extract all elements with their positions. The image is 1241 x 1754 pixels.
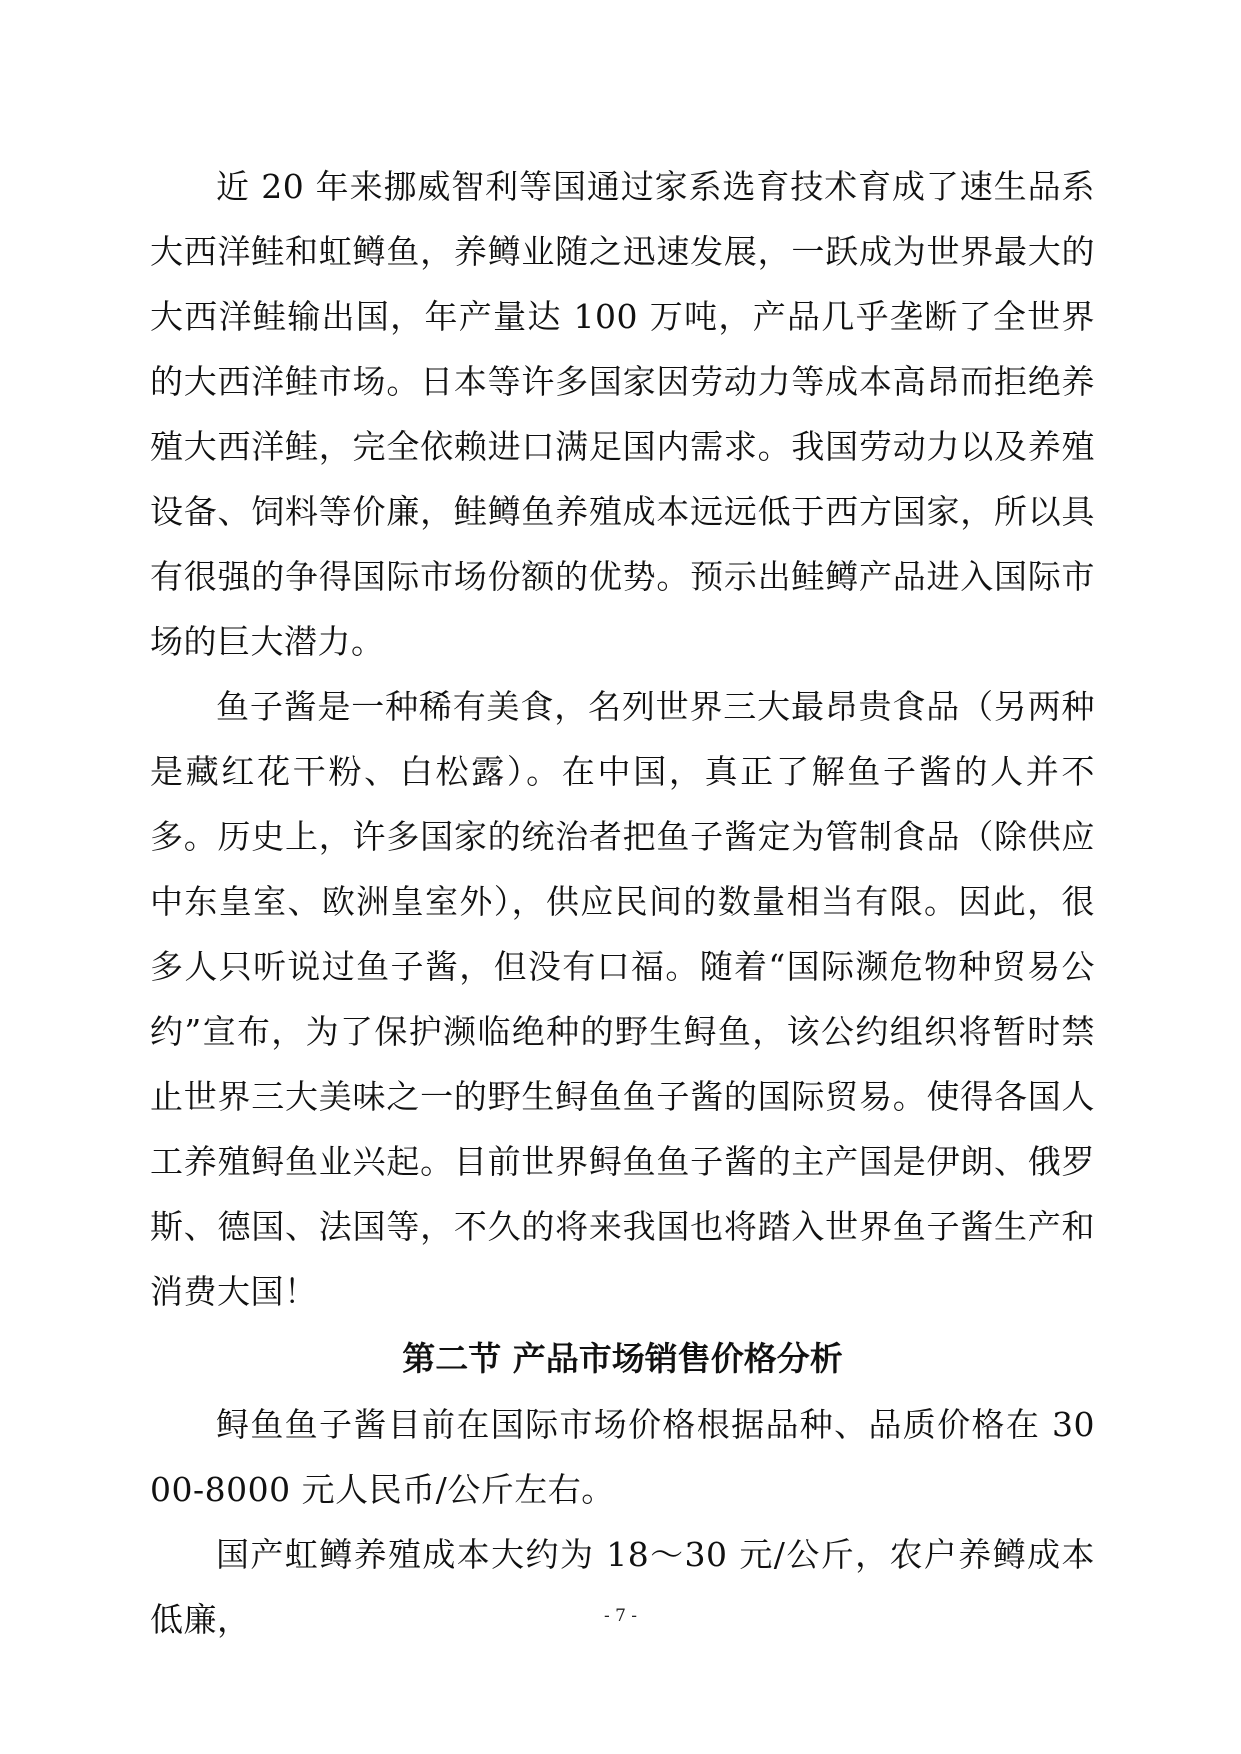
section-title: 第二节 产品市场销售价格分析 <box>402 1339 843 1378</box>
page-body <box>150 154 1095 1652</box>
paragraph-caviar-price: 鲟鱼鱼子酱目前在国际市场价格根据品种、品质价格在 3000-8000 元人民币/公斤左右。 <box>150 1405 1095 1509</box>
paragraph-trout-cost: 国产虹鳟养殖成本大约为 18～30 元/公斤，农户养鳟成本低廉， <box>150 1535 1095 1639</box>
page-number: - 7 - <box>603 1606 638 1626</box>
paragraph-caviar: 鱼子酱是一种稀有美食，名列世界三大最昂贵食品（另两种是藏红花干粉、白松露）。在中国，真正了解鱼子酱的人并不多。历史上，许多国家的统治者把鱼子酱定为管制食品（除供应中东皇室、欧洲皇室外），供应民间的数量相当有限。因此，很多人只听说过鱼子酱，但没有口福。随着“国际濒危物种贸易公约”宣布，为了保护濒临绝种的野生鲟鱼，该公约组织将暂时禁止世界三大美味之一的野生鲟鱼鱼子酱的国际贸易。使得各国人工养殖鲟鱼业兴起。目前世界鲟鱼鱼子酱的主产国是伊朗、俄罗斯、德国、法国等，不久的将来我国也将踏入世界鱼子酱生产和消费大国！ <box>150 687 1095 1311</box>
paragraph-salmon-trout-industry: 近 20 年来挪威智利等国通过家系选育技术育成了速生品系大西洋鲑和虹鳟鱼，养鳟业随之迅速发展，一跃成为世界最大的大西洋鲑输出国，年产量达 100 万吨，产品几乎垄断了全世界的大西洋鲑市场。日本等许多国家因劳动力等成本高昂而拒绝养殖大西洋鲑，完全依赖进口满足国内需求。我国劳动力以及养殖设备、饲料等价廉，鲑鳟鱼养殖成本远远低于西方国家，所以具有很强的争得国际市场份额的优势。预示出鲑鳟产品进入国际市场的巨大潜力。 <box>150 167 1095 661</box>
